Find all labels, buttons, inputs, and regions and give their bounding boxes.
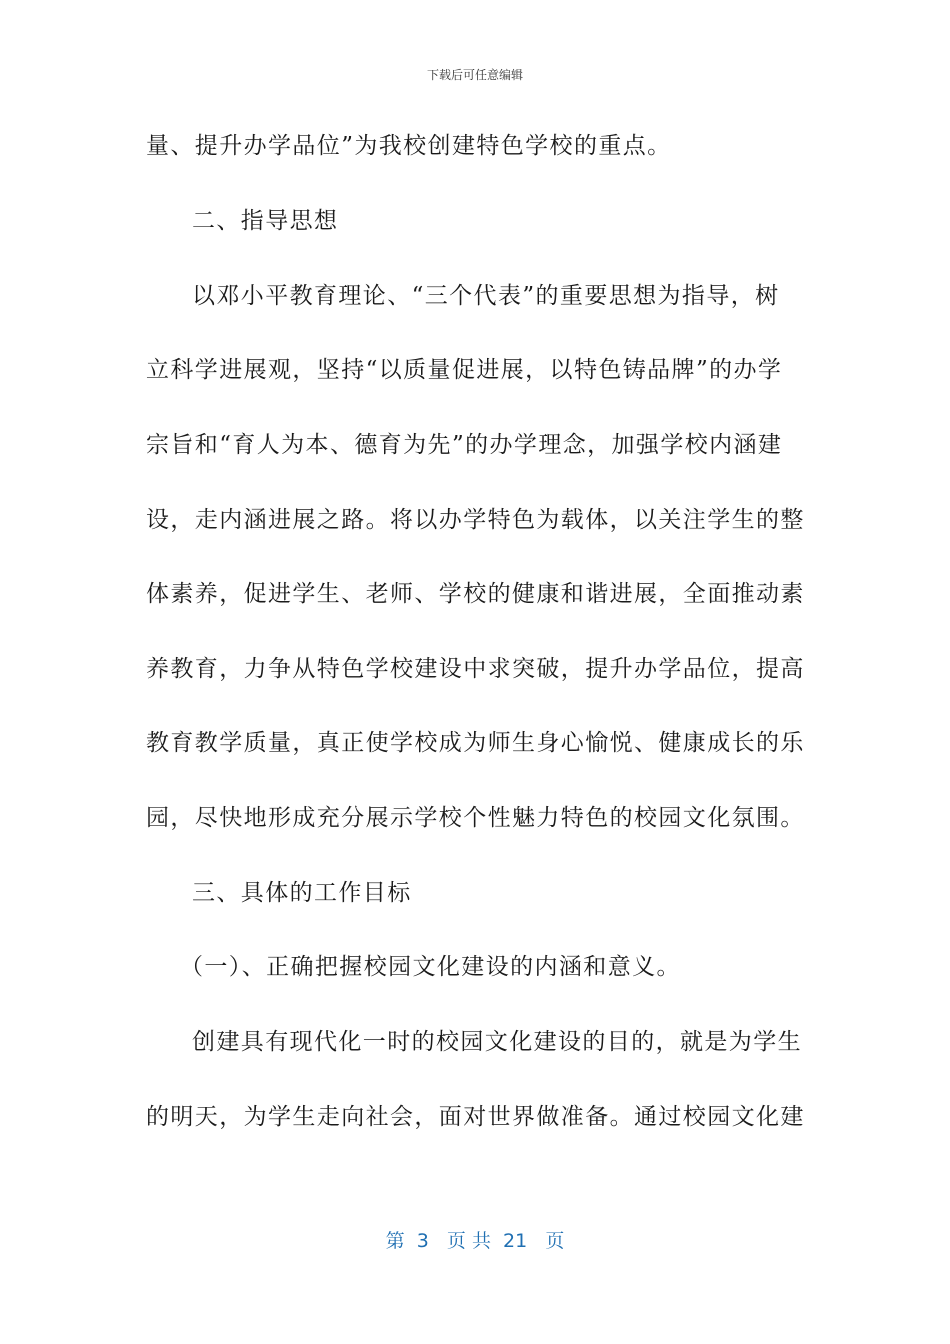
text-line: 体素养，促进学生、老师、学校的健康和谐进展，全面推动素	[146, 581, 805, 607]
text-line: 的明天，为学生走向社会，面对世界做准备。通过校园文化建	[146, 1104, 805, 1130]
page-number-footer: 第 3 页 共 21 页	[385, 1230, 565, 1252]
text-line: 设，走内涵进展之路。将以办学特色为载体，以关注学生的整	[146, 507, 805, 533]
text-line: 教育教学质量，真正使学校成为师生身心愉悦、健康成长的乐	[146, 730, 805, 756]
section-heading: 三、具体的工作目标	[192, 880, 412, 906]
subsection-heading: （一）、正确把握校园文化建设的内涵和意义。	[180, 954, 681, 980]
text-line: 园，尽快地形成充分展示学校个性魅力特色的校园文化氛围。	[146, 805, 805, 831]
section-heading: 二、指导思想	[192, 208, 339, 234]
text-line: 量、提升办学品位”为我校创建特色学校的重点。	[146, 133, 672, 159]
text-line: 立科学进展观，坚持“以质量促进展，以特色铸品牌”的办学	[146, 357, 783, 383]
header-note: 下载后可任意编辑	[426, 68, 523, 82]
text-line: 创建具有现代化一时的校园文化建设的目的，就是为学生	[192, 1029, 802, 1055]
text-line: 养教育，力争从特色学校建设中求突破，提升办学品位，提高	[146, 656, 805, 682]
text-line: 宗旨和“育人为本、德育为先”的办学理念，加强学校内涵建	[146, 432, 783, 458]
text-line: 以邓小平教育理论、“三个代表”的重要思想为指导，树	[192, 283, 780, 309]
